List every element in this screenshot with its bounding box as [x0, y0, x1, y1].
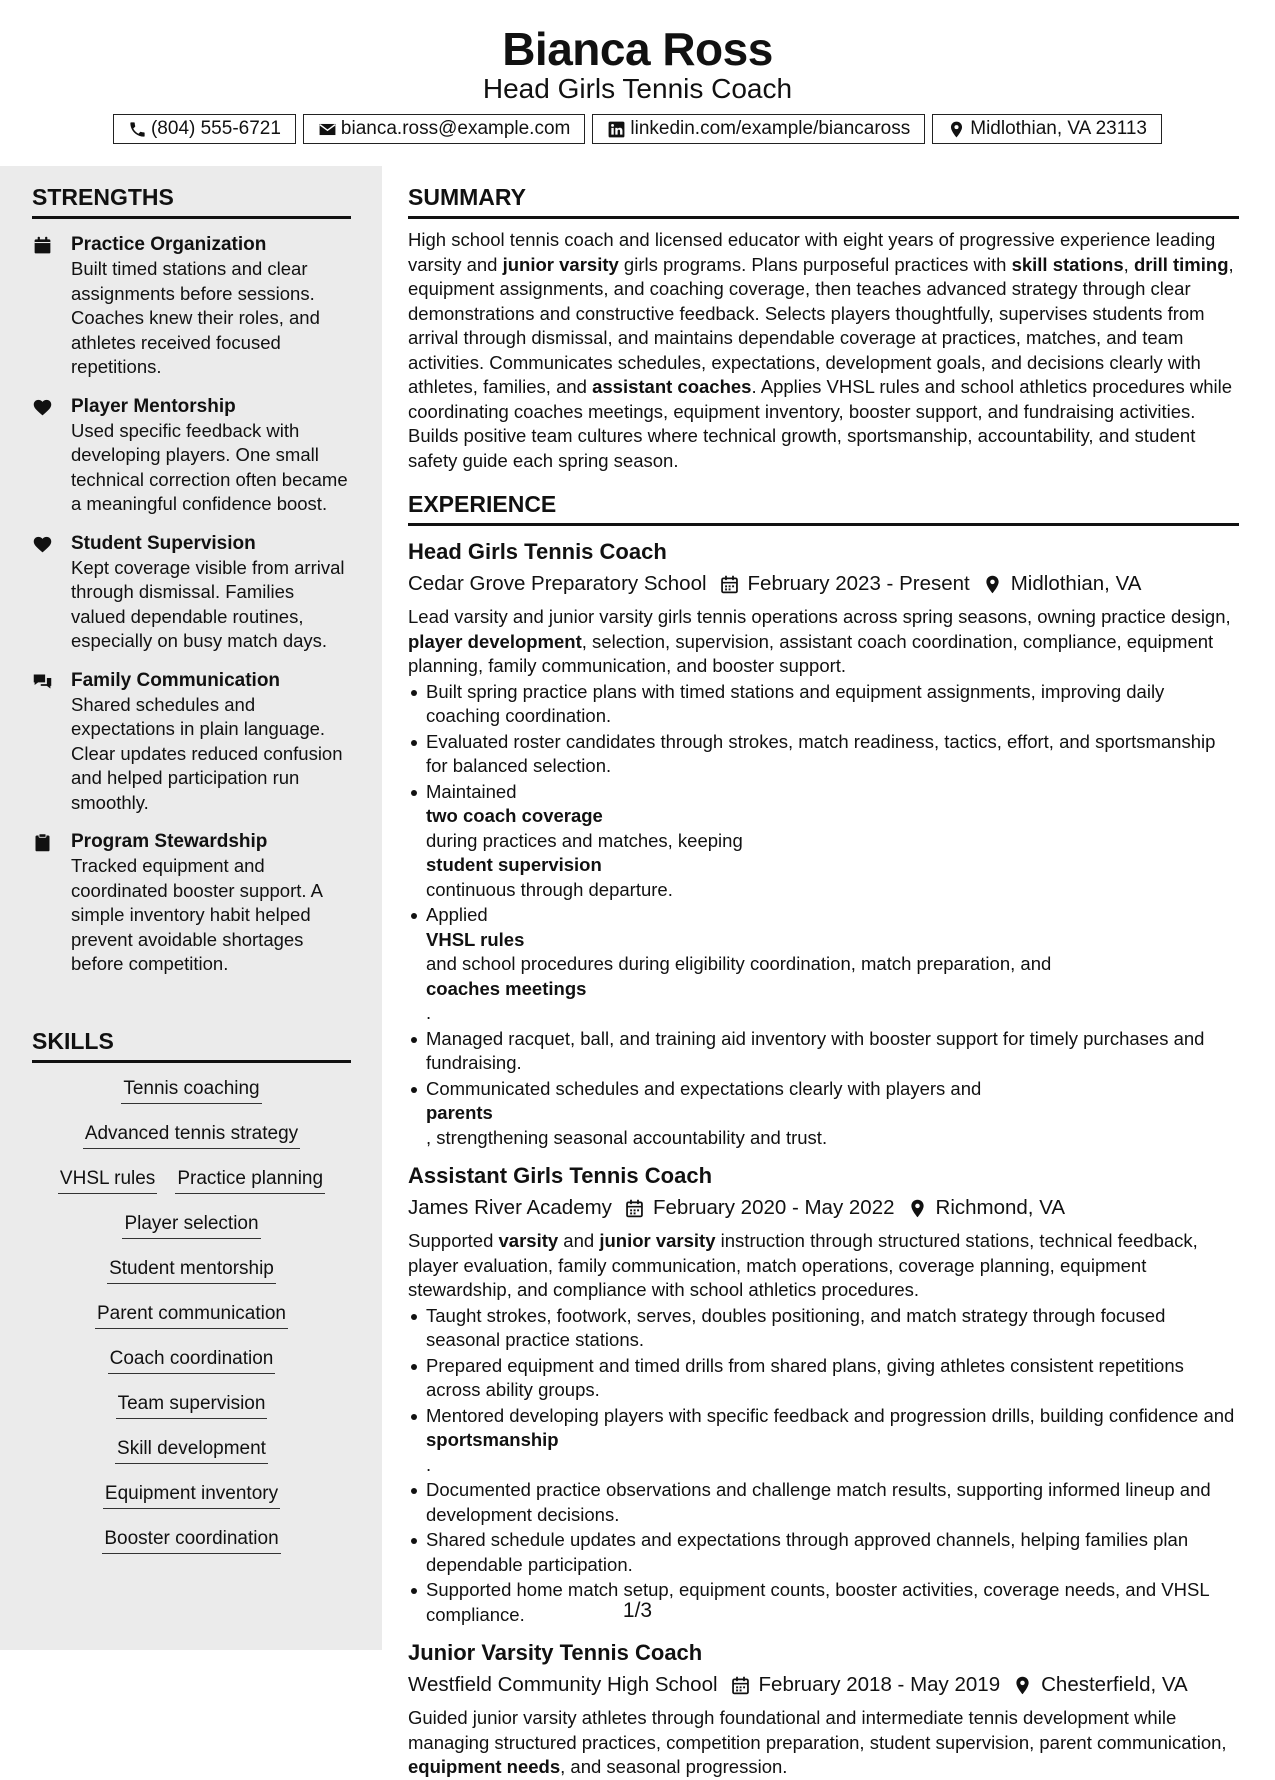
- text-run: Applied: [426, 904, 488, 925]
- bold-text: varsity: [498, 1230, 559, 1251]
- bullet-text: [426, 1077, 1239, 1151]
- skill-row: [32, 1121, 351, 1166]
- bold-text: parents: [426, 1102, 493, 1123]
- job-meta: [408, 570, 1239, 598]
- envelope-icon: [318, 120, 337, 139]
- calendar-icon: [624, 1198, 645, 1219]
- strength-title: Student Supervision: [71, 532, 256, 554]
- text-run: , selection, supervision, assistant coach coordination, compliance, equipment planning, family communication, and booster support.: [408, 630, 1214, 676]
- skills-section: [32, 1026, 351, 1571]
- text-run: Supported: [408, 1230, 499, 1251]
- text-run: Shared schedule updates and expectations through approved channels, helping families plan dependable participation.: [426, 1529, 1189, 1575]
- strength-text: Kept coverage visible from arrival through dismissal. Families valued dependable routines, especially on busy match days.: [71, 556, 345, 651]
- contact-text: Midlothian, VA 23113: [970, 118, 1148, 139]
- bullet-text: [426, 1404, 1239, 1478]
- job-description: [408, 1706, 1239, 1780]
- resume-header: [0, 0, 1275, 166]
- text-run: . Applies VHSL rules and school athletics procedures while coordinating coaches meetings, equipment inventory, booster support, and fundraising activities. Builds positive team cultures where technical growth, sportsmanship, accountability, and student safety guide each spring season.: [408, 376, 1233, 471]
- bullet-item: [408, 1027, 1239, 1076]
- skill-tag: Coach coordination: [108, 1346, 276, 1374]
- text-run: , and seasonal progression.: [560, 1756, 788, 1777]
- text-run: .: [426, 1002, 432, 1023]
- text-run: and: [558, 1230, 600, 1251]
- bullet-item: [408, 780, 1239, 903]
- job-company: James River Academy: [408, 1196, 612, 1219]
- bold-text: equipment needs: [408, 1756, 561, 1777]
- job-description: [408, 605, 1239, 679]
- strengths-heading: STRENGTHS: [32, 182, 351, 219]
- text-run: Communicated schedules and expectations clearly with players and: [426, 1077, 982, 1099]
- job-title: Junior Varsity Tennis Coach: [408, 1640, 703, 1665]
- candidate-name: Bianca Ross: [502, 23, 773, 75]
- skill-row: [32, 1256, 351, 1301]
- text-run: and school procedures during eligibility coordination, match preparation, and: [426, 953, 1052, 974]
- bold-text: player development: [408, 630, 582, 652]
- job-title: Head Girls Tennis Coach: [408, 539, 667, 564]
- skill-tag: VHSL rules: [58, 1166, 157, 1194]
- bullet-item: [408, 1304, 1239, 1353]
- linkedin-icon: [607, 120, 626, 139]
- bullet-text: [426, 1478, 1239, 1527]
- strength-item: [32, 830, 351, 977]
- text-run: Taught strokes, footwork, serves, doubles positioning, and match strategy through focused seasonal practice stations.: [426, 1304, 1166, 1350]
- location-pin-icon: [907, 1198, 928, 1219]
- location-pin-icon: [1012, 1675, 1033, 1696]
- contact-text: bianca.ross@example.com: [340, 118, 571, 139]
- calendar-icon: [32, 235, 53, 256]
- bullet-text: [426, 1354, 1239, 1403]
- contact-phone[interactable]: [113, 114, 296, 144]
- text-run: Lead varsity and junior varsity girls tennis operations across spring seasons, owning practice design,: [408, 606, 1231, 627]
- strength-title: Practice Organization: [71, 234, 267, 255]
- text-run: Evaluated roster candidates through strokes, match readiness, tactics, effort, and sportsmanship for balanced selection.: [426, 730, 1216, 776]
- bold-text: VHSL rules: [426, 928, 525, 950]
- bullet-item: [408, 903, 1239, 1026]
- job-entry: [408, 1162, 1239, 1627]
- skills-list: [32, 1076, 351, 1571]
- text-run: Mentored developing players with specific feedback and progression drills, building confidence and: [426, 1404, 1235, 1426]
- bold-text: junior varsity: [502, 253, 619, 275]
- summary-heading: SUMMARY: [408, 182, 1239, 219]
- bullet-item: [408, 1354, 1239, 1403]
- contact-bar: [0, 114, 1275, 144]
- job-entry: [408, 1639, 1239, 1780]
- text-run: Prepared equipment and timed drills from shared plans, giving athletes consistent repetitions across ability groups.: [426, 1354, 1184, 1400]
- location-pin-icon: [982, 574, 1003, 595]
- heart-icon: [32, 397, 53, 418]
- strength-item: [32, 395, 351, 517]
- skill-row: [32, 1436, 351, 1481]
- job-location: Midlothian, VA: [1010, 572, 1142, 595]
- job-location: Chesterfield, VA: [1041, 1673, 1188, 1696]
- strengths-section: [32, 182, 351, 977]
- text-run: instruction through structured stations, technical feedback, player evaluation, family communication, match operations, coverage planning, equipment stewardship, and compliance with school athletics procedures.: [408, 1230, 1198, 1300]
- text-run: , strengthening seasonal accountability and trust.: [426, 1126, 828, 1148]
- text-run: Guided junior varsity athletes through foundational and intermediate tennis development while managing structured practices, competition preparation, student supervision, parent communication,: [408, 1707, 1227, 1753]
- skill-tag: Parent communication: [95, 1301, 288, 1329]
- skill-tag: Booster coordination: [102, 1526, 280, 1554]
- skill-tag: Player selection: [122, 1211, 260, 1239]
- candidate-title: Head Girls Tennis Coach: [482, 73, 793, 104]
- job-dates: February 2023 - Present: [747, 572, 970, 595]
- experience-section: [408, 489, 1239, 1780]
- bullet-item: [408, 1404, 1239, 1478]
- bullet-item: [408, 1478, 1239, 1527]
- bullet-text: [426, 1027, 1239, 1076]
- bullet-text: [426, 1528, 1239, 1577]
- text-run: , equipment assignments, and coaching coverage, then teaches advanced strategy through clear demonstrations and constructive feedback. Selects players thoughtfully, supervises students from arrival through dismissal, and maintains dependable coverage at practices, matches, and team activities. Communicates schedules, expectations, development goals, and decisions clearly with athletes, families, and: [408, 253, 1234, 397]
- clipboard-icon: [32, 832, 53, 853]
- bold-text: coaches meetings: [426, 977, 587, 999]
- sidebar: [0, 166, 382, 1650]
- skill-row: [32, 1481, 351, 1526]
- bullet-text: [426, 680, 1239, 729]
- text-run: during practices and matches, keeping: [426, 829, 743, 851]
- text-run: Supported home match setup, equipment counts, booster activities, coverage needs, and VHSL compliance.: [426, 1579, 1209, 1625]
- strength-text: Tracked equipment and coordinated booster support. A simple inventory habit helped prevent avoidable shortages before competition.: [71, 855, 322, 974]
- skill-tag: Tennis coaching: [121, 1076, 261, 1104]
- job-entry: [408, 538, 1239, 1150]
- summary-text: [408, 228, 1239, 473]
- bold-text: sportsmanship: [426, 1429, 559, 1450]
- strength-title: Family Communication: [71, 669, 281, 691]
- job-dates: February 2020 - May 2022: [652, 1196, 895, 1219]
- strength-item: [32, 532, 351, 654]
- skill-row: [32, 1211, 351, 1256]
- contact-text: linkedin.com/example/biancaross: [630, 118, 911, 139]
- contact-email[interactable]: [303, 114, 585, 144]
- job-bullets: [408, 1304, 1239, 1628]
- skill-row: [32, 1346, 351, 1391]
- text-run: Documented practice observations and challenge match results, supporting informed lineup and development decisions.: [426, 1479, 1211, 1525]
- contact-text: (804) 555-6721: [150, 118, 281, 139]
- job-company: Westfield Community High School: [408, 1673, 718, 1696]
- bullet-text: [426, 1304, 1239, 1353]
- text-run: Built spring practice plans with timed stations and equipment assignments, improving daily coaching coordination.: [426, 680, 1165, 726]
- calendar-icon: [730, 1675, 751, 1696]
- skill-tag: Advanced tennis strategy: [83, 1121, 300, 1149]
- job-description: [408, 1229, 1239, 1303]
- summary-section: [408, 182, 1239, 473]
- text-run: Maintained: [426, 780, 517, 802]
- job-dates: February 2018 - May 2019: [758, 1673, 1001, 1696]
- strength-text: Shared schedules and expectations in plain language. Clear updates reduced confusion and helped participation run smoothly.: [71, 693, 343, 813]
- bullet-item: [408, 730, 1239, 779]
- text-run: continuous through departure.: [426, 878, 673, 900]
- calendar-icon: [719, 574, 740, 595]
- phone-icon: [128, 120, 147, 139]
- skill-row: [32, 1076, 351, 1121]
- job-location: Richmond, VA: [935, 1196, 1066, 1219]
- text-run: High school tennis coach and licensed educator with eight years of progressive experience leading varsity and: [408, 229, 1216, 275]
- job-bullets: [408, 680, 1239, 1151]
- location-pin-icon: [947, 120, 966, 139]
- bullet-text: [426, 780, 1239, 903]
- heart-icon: [32, 534, 53, 555]
- skill-row: [32, 1166, 351, 1211]
- contact-location[interactable]: [932, 114, 1162, 144]
- job-meta: [408, 1194, 1239, 1222]
- skill-row: [32, 1391, 351, 1436]
- bold-text: student supervision: [426, 854, 602, 875]
- page-number: 1/3: [622, 1599, 653, 1622]
- skill-tag: Student mentorship: [107, 1256, 276, 1284]
- strength-item: [32, 233, 351, 380]
- bold-text: assistant coaches: [592, 376, 752, 397]
- skill-tag: Practice planning: [175, 1166, 325, 1194]
- contact-linkedin[interactable]: [592, 114, 925, 144]
- strength-title: Program Stewardship: [71, 831, 268, 852]
- skill-tag: Equipment inventory: [103, 1481, 280, 1509]
- skill-row: [32, 1301, 351, 1346]
- bullet-item: [408, 1077, 1239, 1151]
- job-list: [408, 538, 1239, 1780]
- strength-item: [32, 669, 351, 816]
- bold-text: junior varsity: [599, 1230, 716, 1251]
- main-column: [408, 166, 1239, 1780]
- job-title: Assistant Girls Tennis Coach: [408, 1163, 713, 1188]
- job-meta: [408, 1671, 1239, 1699]
- bold-text: skill stations: [1011, 253, 1124, 275]
- strength-text: Built timed stations and clear assignments before sessions. Coaches knew their roles, and athletes received focused repetitions.: [71, 258, 320, 377]
- job-company: Cedar Grove Preparatory School: [408, 572, 707, 595]
- bullet-text: [426, 903, 1239, 1026]
- text-run: Managed racquet, ball, and training aid inventory with booster support for timely purchases and fundraising.: [426, 1027, 1205, 1073]
- chat-bubbles-icon: [32, 671, 53, 692]
- skill-tag: Team supervision: [116, 1391, 268, 1419]
- bullet-text: [426, 730, 1239, 779]
- experience-heading: EXPERIENCE: [408, 489, 1239, 526]
- text-run: .: [426, 1453, 432, 1475]
- bold-text: two coach coverage: [426, 805, 603, 826]
- skill-row: [32, 1526, 351, 1571]
- bold-text: drill timing: [1133, 253, 1229, 275]
- skills-heading: SKILLS: [32, 1026, 351, 1063]
- bullet-item: [408, 680, 1239, 729]
- text-run: girls programs. Plans purposeful practices with: [618, 253, 1012, 275]
- text-run: ,: [1123, 253, 1134, 275]
- strength-text: Used specific feedback with developing players. One small technical correction often became a meaningful confidence boost.: [71, 419, 348, 514]
- skill-tag: Skill development: [115, 1436, 268, 1464]
- strengths-list: [32, 233, 351, 977]
- bullet-item: [408, 1528, 1239, 1577]
- strength-title: Player Mentorship: [71, 395, 236, 417]
